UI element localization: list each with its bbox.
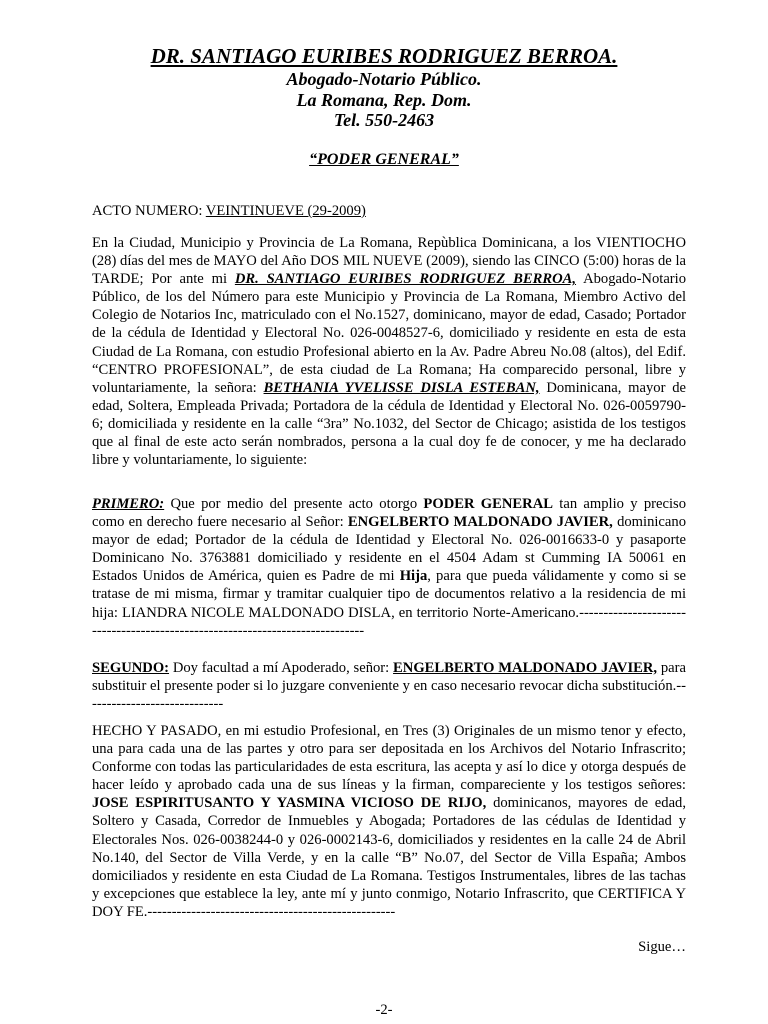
- witnesses-names: JOSE ESPIRITUSANTO Y YASMINA VICIOSO DE RIJO,: [92, 795, 487, 812]
- grantor-name: BETHANIA YVELISSE DISLA ESTEBAN,: [263, 379, 540, 396]
- hecho-text-2: dominicanos, mayores de edad, Soltero y Casada, Corredor de Inmuebles y Abogada; Portadores de las cédulas de Identidad y Electorales Nos. 026-0038244-0 y 026-0002143-6, domiciliados y residentes en la calle 24 de Abril No.140, del Sector de Villa Verde, y en la calle “B” No.07, del Sector de Villa España; Ambos domiciliados y residente en esta Ciudad de La Romana. Testigos Instrumentales, libres de las tachas y excepciones que establece la ley, ante mí y junto conmigo, Notario Infrascrito, que CERTIFICA Y DOY FE.---------------------------------------------------: [92, 795, 687, 920]
- continues-marker: Sigue…: [638, 939, 686, 955]
- notary-phone: Tel. 550-2463: [333, 110, 435, 130]
- agent-name: ENGELBERTO MALDONADO JAVIER,: [347, 514, 613, 531]
- primero-text-2: tan amplio y preciso como en derecho fuere necesario al Señor:: [92, 496, 686, 531]
- notary-name-inline: DR. SANTIAGO EURIBES RODRIGUEZ BERROA,: [234, 271, 577, 288]
- page-number: -2-: [375, 1002, 393, 1018]
- paragraph-intro: [92, 234, 686, 469]
- acto-label: ACTO NUMERO:: [92, 203, 206, 219]
- segundo-text-2: para substituir el presente poder si lo juzgare conveniente y en caso necesario revocar dicha substitución.-----------------------------: [92, 660, 686, 713]
- paragraph-primero: [92, 495, 686, 640]
- paragraph-hecho-pasado: [92, 722, 686, 921]
- agent-name-segundo: ENGELBERTO MALDONADO JAVIER,: [393, 660, 658, 676]
- primero-text-1: Que por medio del presente acto otorgo: [164, 496, 424, 512]
- intro-text-2: Abogado-Notario Público, de los del Número para este Municipio y Provincia de La Romana, Miembro Activo del Colegio de Notarios Inc, matriculado con el No.1527, dominicano, mayor de edad, Casado; Portador de la cédula de Identidad y Electoral No. 026-0048527-6, domiciliado y residente en esta de esta Ciudad de La Romana, con estudio Profesional abierto en la Av. Padre Abreu No.08 (altos), del Edif. “CENTRO PROFESIONAL”, de esta ciudad de La Romana; Ha comparecido personal, libre y voluntariamente, la señora:: [92, 271, 687, 396]
- paragraph-segundo: [92, 659, 686, 713]
- notary-profession: Abogado-Notario Público.: [286, 69, 482, 89]
- poder-general-bold: PODER GENERAL: [423, 496, 553, 512]
- notary-name-heading: DR. SANTIAGO EURIBES RODRIGUEZ BERROA.: [150, 44, 618, 68]
- document-title: “PODER GENERAL”: [309, 151, 459, 168]
- notary-location: La Romana, Rep. Dom.: [296, 90, 472, 110]
- primero-label: PRIMERO:: [92, 496, 165, 512]
- primero-text-3: dominicano mayor de edad; Portador de la cédula de Identidad y Electoral No. 026-0016633-0 y pasaporte Dominicano No. 3763881 domiciliado y residente en el 4504 Adam st Cumming IA 50061 en Estados Unidos de América, quien es Padre de mi: [92, 514, 686, 585]
- intro-text-1: En la Ciudad, Municipio y Provincia de La Romana, Repùblica Dominicana, a los VIENTIOCHO (28) días del mes de MAYO del Año DOS MIL NUEVE (2009), siendo las CINCO (5:00) horas de la TARDE; Por ante mi: [92, 235, 686, 288]
- hija-bold: Hija: [399, 568, 428, 585]
- acto-number: VEINTINUEVE (29-2009): [205, 203, 366, 219]
- hecho-text-1: HECHO Y PASADO, en mi estudio Profesional, en Tres (3) Originales de un mismo tenor y efecto, una para cada una de las partes y otro para ser depositada en los Archivos del Notario Infrascrito; Conforme con todas las particularidades de esta escritura, las acepta y así lo dice y otorga después de hacer leído y aprobado cada una de sus líneas y la firman, compareciente y los testigos señores:: [92, 723, 686, 794]
- acto-number-line: [92, 202, 686, 220]
- primero-text-4: , para que pueda válidamente y como si se tratase de mi misma, firmar y tramitar cualquier tipo de documentos relativo a la residencia de mi hija: LIANDRA NICOLE MALDONADO DISLA, en territorio Norte-Americano.------------------------------------------------------------------------------: [92, 568, 686, 639]
- intro-text-3: Dominicana, mayor de edad, Soltera, Empleada Privada; Portadora de la cédula de Identidad y Electoral No. 026-0059790-6; domiciliada y residente en la calle “3ra” No.1032, del Sector de Chicago; asistida de los testigos que al final de este acto serán nombrados, persona a la cual doy fe de conocer, y me ha declarado libre y voluntariamente, lo siguiente:: [92, 379, 686, 469]
- segundo-text-1: Doy facultad a mí Apoderado, señor:: [169, 660, 394, 676]
- segundo-label: SEGUNDO:: [92, 660, 170, 676]
